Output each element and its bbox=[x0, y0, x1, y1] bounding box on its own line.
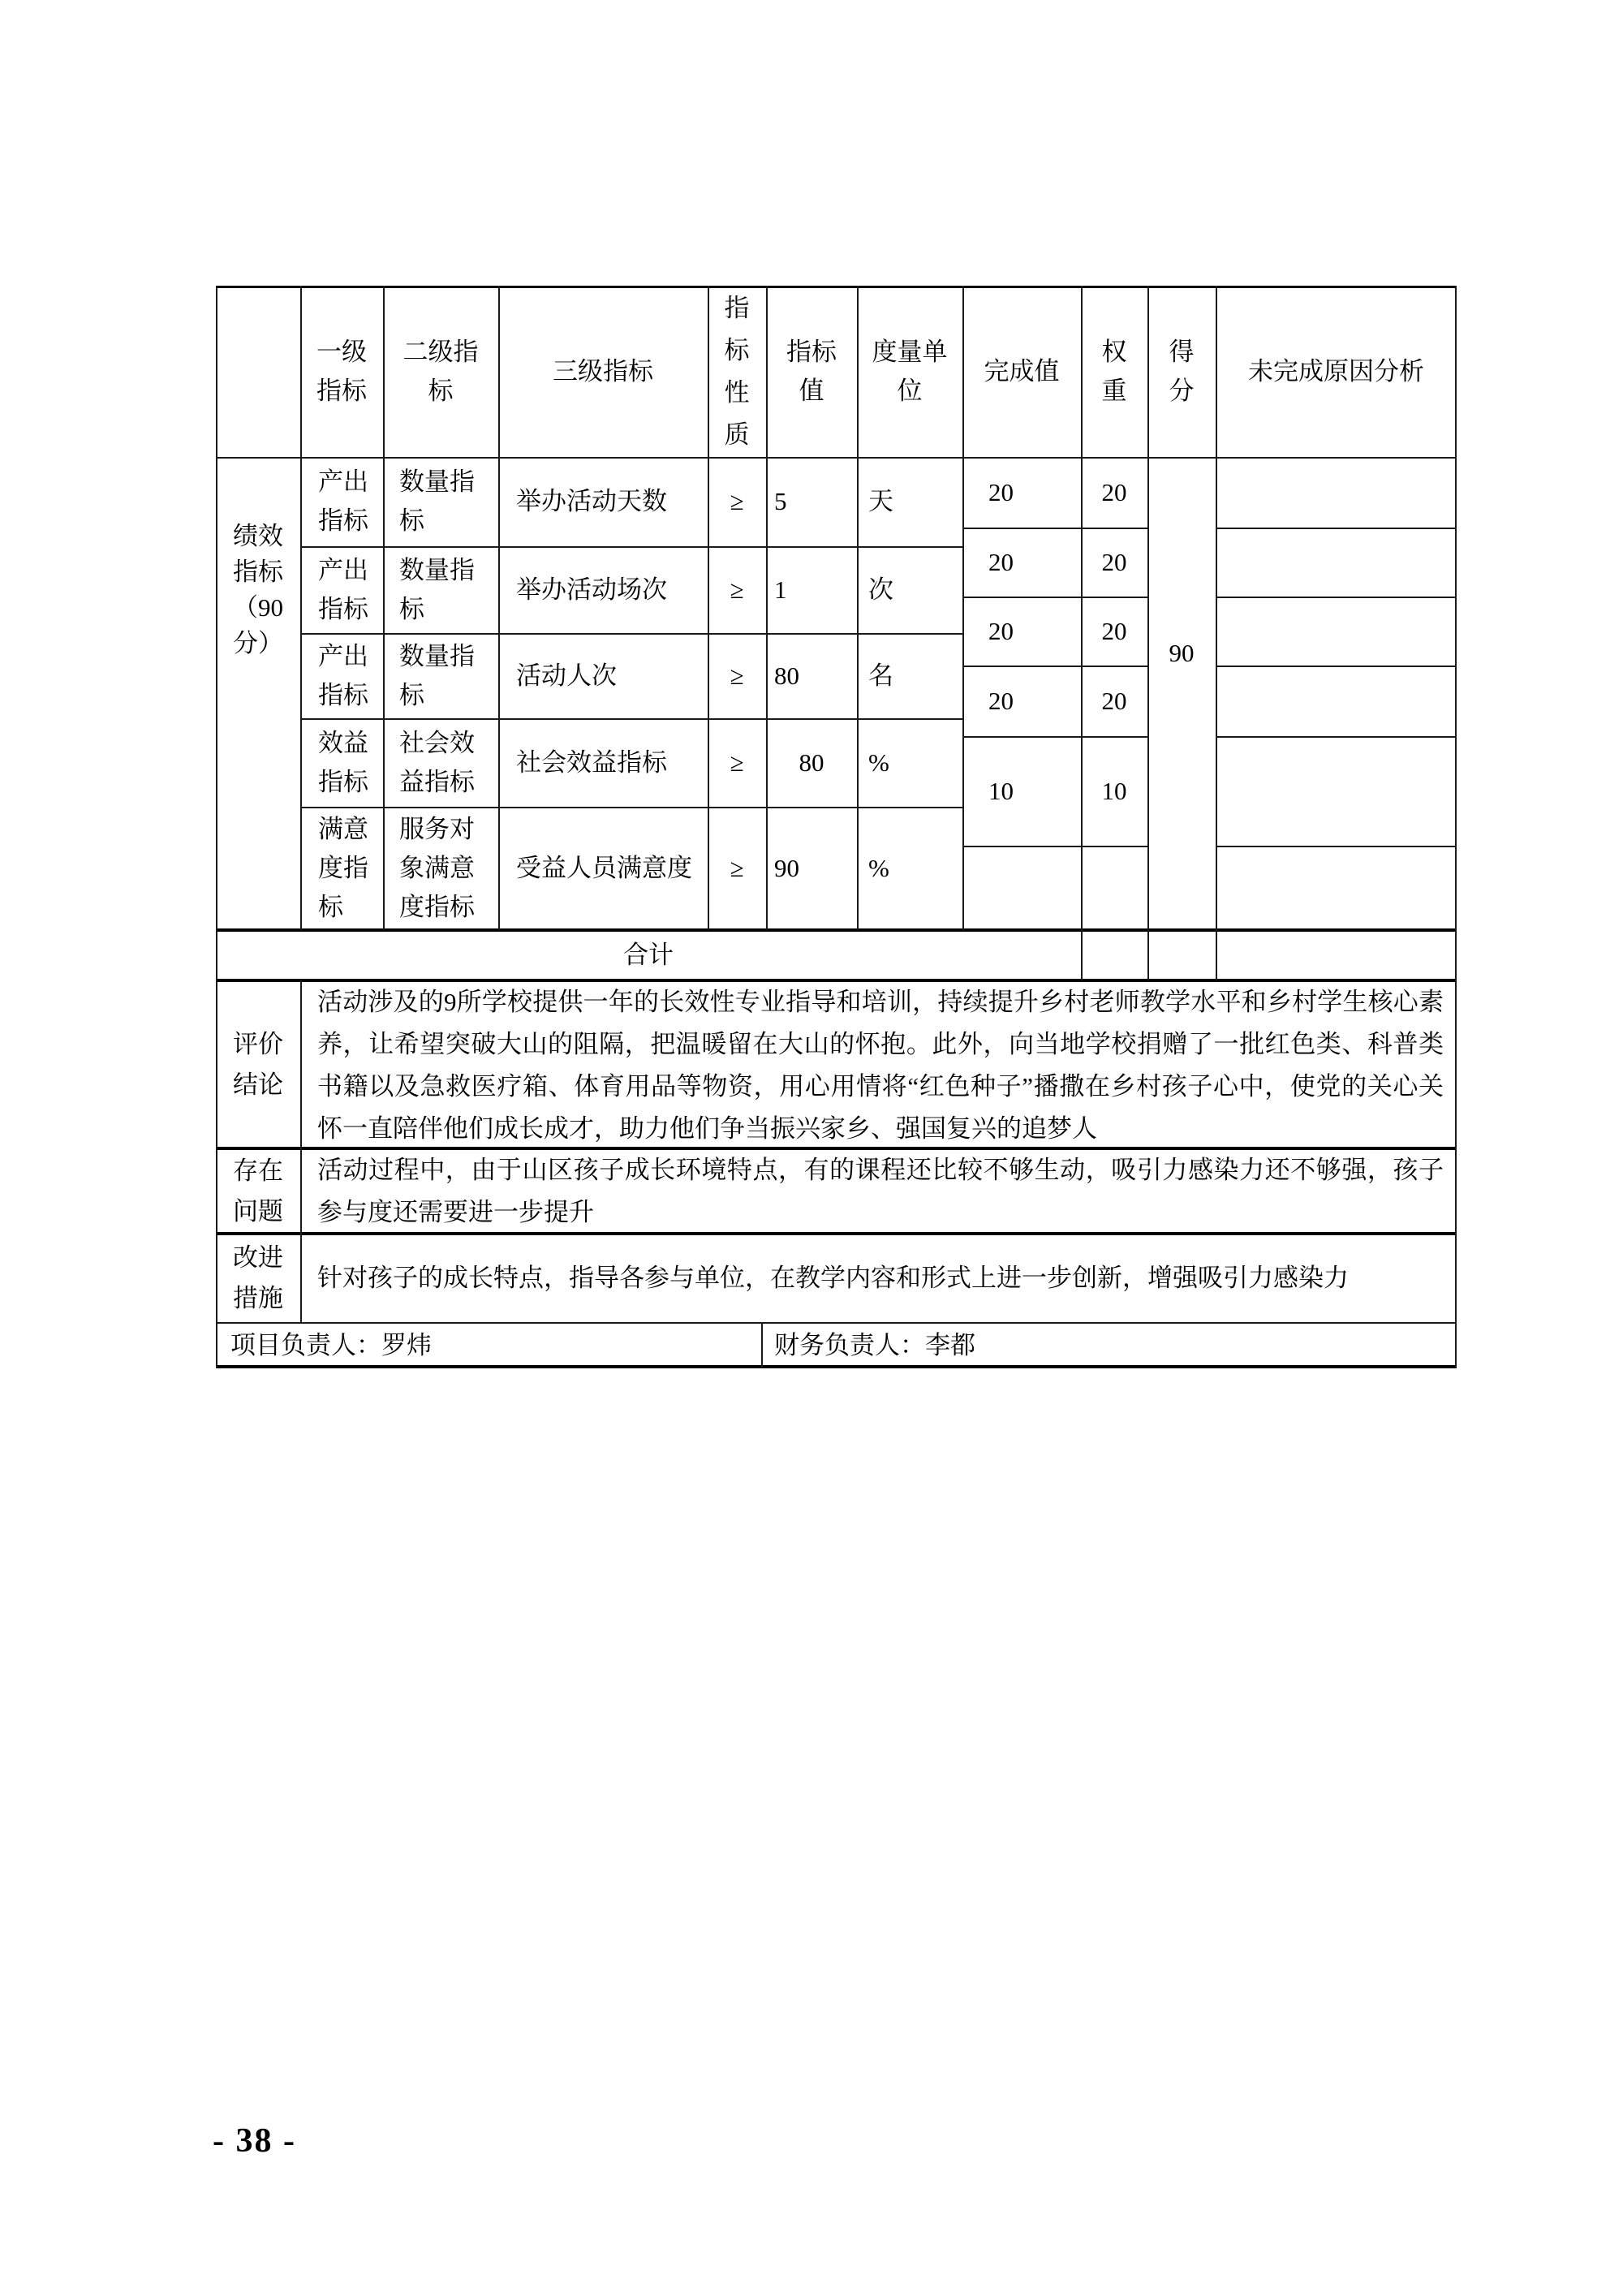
header-nature: 指标性质 bbox=[724, 293, 750, 449]
cell-weight: 20 bbox=[1101, 616, 1127, 645]
cell-target: 5 bbox=[774, 487, 787, 515]
cell-weight: 20 bbox=[1101, 547, 1127, 576]
section-label-problems: 存在问题 bbox=[233, 1156, 283, 1226]
cell-completed: 20 bbox=[988, 477, 1014, 506]
cell-level1: 效益指标 bbox=[318, 728, 368, 796]
grid-line bbox=[1216, 528, 1457, 529]
cell-level1: 产出指标 bbox=[318, 555, 368, 623]
footer-project-manager: 项目负责人：罗炜 bbox=[230, 1331, 432, 1359]
cell-level2: 数量指标 bbox=[399, 641, 475, 709]
grid-line bbox=[962, 846, 1147, 847]
section-content-improvement: 针对孩子的成长特点，指导各参与单位，在教学内容和形式上进一步创新，增强吸引力感染力 bbox=[317, 1264, 1349, 1292]
cell-level1: 满意度指标 bbox=[318, 815, 368, 921]
cell-level1: 产出指标 bbox=[318, 641, 368, 709]
cell-unit: 天 bbox=[868, 487, 893, 515]
section-label-improvement: 改进措施 bbox=[233, 1243, 283, 1312]
cell-nature: ≥ bbox=[730, 487, 744, 515]
cell-level2: 数量指标 bbox=[399, 555, 475, 623]
header-level2: 二级指标 bbox=[403, 337, 479, 405]
cell-unit: % bbox=[868, 854, 889, 882]
footer-finance-manager: 财务负责人：李都 bbox=[774, 1331, 975, 1359]
cell-level1: 产出指标 bbox=[318, 467, 368, 535]
cell-completed: 20 bbox=[988, 686, 1014, 715]
cell-completed: 10 bbox=[988, 776, 1014, 805]
cell-weight: 20 bbox=[1101, 477, 1127, 506]
cell-nature: ≥ bbox=[730, 661, 744, 690]
grid-line bbox=[1216, 666, 1457, 667]
cell-completed: 20 bbox=[988, 547, 1014, 576]
cell-unit: 名 bbox=[868, 661, 893, 690]
header-level1: 一级指标 bbox=[316, 337, 367, 405]
section-content-problems: 活动过程中，由于山区孩子成长环境特点，有的课程还比较不够生动，吸引力感染力还不够强，孩子参与度还需要进一步提升 bbox=[317, 1156, 1444, 1226]
header-weight: 权重 bbox=[1101, 337, 1127, 405]
subtotal-label: 合计 bbox=[623, 941, 674, 969]
cell-level2: 社会效益指标 bbox=[399, 728, 475, 796]
cell-unit: 次 bbox=[868, 575, 893, 604]
group-label: 绩效指标（90分） bbox=[233, 522, 283, 657]
cell-level3: 受益人员满意度 bbox=[516, 854, 692, 882]
cell-level2: 数量指标 bbox=[399, 467, 475, 535]
cell-target: 1 bbox=[774, 575, 787, 604]
header-level3: 三级指标 bbox=[553, 356, 653, 386]
cell-score-total: 90 bbox=[1169, 638, 1195, 667]
section-label-conclusion: 评价结论 bbox=[233, 1029, 283, 1099]
cell-nature: ≥ bbox=[730, 747, 744, 777]
performance-indicator-table bbox=[216, 286, 1457, 1368]
cell-level2: 服务对象满意度指标 bbox=[399, 815, 475, 921]
cell-target: 80 bbox=[799, 747, 824, 777]
cell-level3: 举办活动天数 bbox=[516, 487, 667, 515]
grid-line bbox=[1216, 597, 1457, 598]
cell-target: 90 bbox=[774, 854, 799, 882]
page-number: - 38 - bbox=[213, 2122, 296, 2160]
cell-nature: ≥ bbox=[730, 854, 744, 882]
section-content-conclusion: 活动涉及的9所学校提供一年的长效性专业指导和培训，持续提升乡村老师教学水平和乡村学生核心素养，让希望突破大山的阻隔，把温暖留在大山的怀抱。此外，向当地学校捐赠了一批红色类、科普类书籍以及急救医疗箱、体育用品等物资，用心用情将“红色种子”播撒在乡村孩子心中，使党的关心关怀一直陪伴他们成长成才，助力他们争当振兴家乡、强国复兴的追梦人 bbox=[317, 988, 1444, 1143]
header-completed: 完成值 bbox=[984, 356, 1060, 386]
cell-weight: 10 bbox=[1101, 776, 1127, 805]
header-unit: 度量单位 bbox=[872, 337, 948, 405]
grid-line bbox=[1216, 846, 1457, 847]
cell-weight: 20 bbox=[1101, 686, 1127, 715]
cell-target: 80 bbox=[774, 661, 799, 690]
cell-level3: 举办活动场次 bbox=[516, 575, 667, 604]
header-reason: 未完成原因分析 bbox=[1248, 356, 1424, 386]
cell-nature: ≥ bbox=[730, 575, 744, 604]
cell-unit: % bbox=[868, 747, 889, 777]
cell-completed: 20 bbox=[988, 616, 1014, 645]
header-target: 指标值 bbox=[786, 337, 837, 405]
grid-line bbox=[1216, 736, 1457, 738]
cell-level3: 社会效益指标 bbox=[516, 747, 667, 777]
header-score: 得分 bbox=[1169, 337, 1195, 405]
cell-level3: 活动人次 bbox=[516, 661, 617, 690]
